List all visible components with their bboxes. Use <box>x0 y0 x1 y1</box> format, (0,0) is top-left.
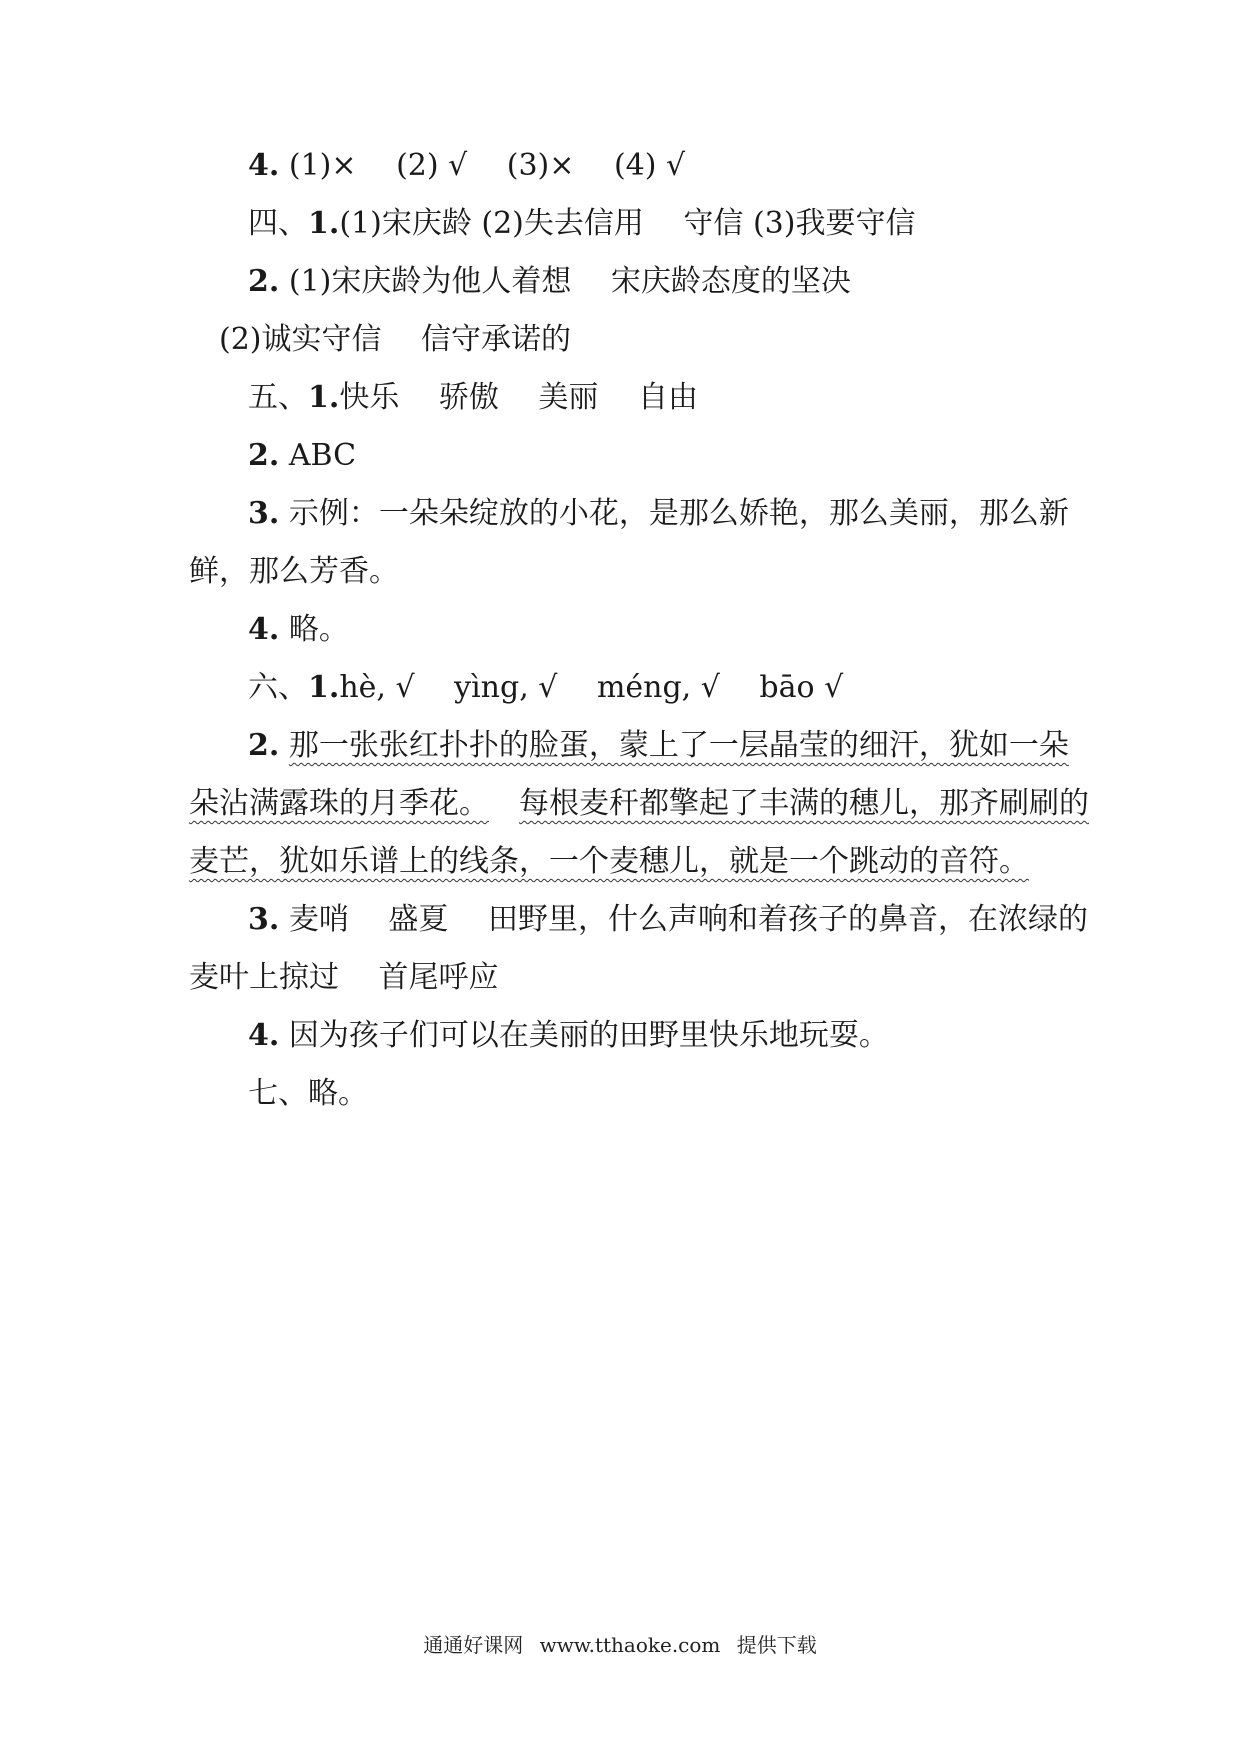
answer-text: 略。 <box>308 1076 368 1111</box>
underlined-sentence: 那一张张红扑扑的脸蛋，蒙上了一层晶莹的细汗，犹如一朵 <box>288 728 1069 763</box>
item-number: 2. <box>248 728 280 763</box>
item-number: 3. <box>248 496 280 531</box>
answer-line-2-underlined <box>248 726 1118 766</box>
answer-text: (2)失去信用 <box>481 206 644 241</box>
answer-line-3-continued <box>189 552 1059 592</box>
item-number: 1. <box>308 380 340 415</box>
item-number: 2. <box>248 438 280 473</box>
answer-text: 略。 <box>288 612 349 647</box>
item-number: 1. <box>308 670 340 705</box>
answer-line-3-continued <box>189 958 1059 998</box>
answer-line-2-underlined-end <box>189 842 1059 882</box>
answer-text: 盛夏 <box>388 902 449 937</box>
pinyin-answer: yìng, √ <box>454 670 558 705</box>
item-number: 4. <box>248 1018 280 1053</box>
answer-line-2 <box>248 262 1118 302</box>
pinyin-answer: méng, √ <box>596 670 720 705</box>
pinyin-answer: hè, √ <box>339 670 415 705</box>
section-label: 六、 <box>248 670 308 705</box>
answer-text: 因为孩子们可以在美丽的田野里快乐地玩耍。 <box>288 1018 889 1053</box>
underlined-sentence: 每根麦秆都擎起了丰满的穗儿，那齐刷刷的 <box>519 786 1089 821</box>
answer-text: (1)宋庆龄 <box>339 206 472 241</box>
answer-line-3-example <box>248 494 1118 534</box>
answer-line-2-sub <box>219 320 1089 360</box>
answer-text: 鲜，那么芳香。 <box>189 554 399 589</box>
answer-section-seven <box>248 1074 1118 1114</box>
answer-text: 美丽 <box>538 380 599 415</box>
answer-line-4-omitted <box>248 610 1118 650</box>
answer-text: 麦叶上掠过 <box>189 960 339 995</box>
item-number: 4. <box>248 612 280 647</box>
footer-note: 提供下载 <box>736 1633 817 1657</box>
page-footer <box>0 1632 1240 1658</box>
answer-text: (2) √ <box>396 148 468 183</box>
answer-text: (1)宋庆龄为他人着想 <box>288 264 572 299</box>
answer-text: (3)我要守信 <box>752 206 916 241</box>
answer-line-4-judgement <box>248 146 1118 186</box>
answer-line-2-choice <box>248 436 1118 476</box>
answer-text: 信守承诺的 <box>421 322 572 357</box>
answer-text: (1)× <box>288 148 357 183</box>
item-number: 2. <box>248 264 280 299</box>
answer-text: (4) √ <box>613 148 686 183</box>
answer-line-2-underlined-continued <box>189 784 1089 824</box>
answer-text: 麦哨 <box>288 902 349 937</box>
answer-text: 示例：一朵朵绽放的小花，是那么娇艳，那么美丽，那么新 <box>288 496 1069 531</box>
answer-text: 宋庆龄态度的坚决 <box>610 264 851 299</box>
answer-text: 守信 <box>683 206 744 241</box>
item-number: 3. <box>248 902 280 937</box>
underlined-sentence: 麦芒，犹如乐谱上的线条，一个麦穗儿，就是一个跳动的音符。 <box>189 844 1029 879</box>
answer-text: 快乐 <box>339 380 400 415</box>
section-label: 四、 <box>248 206 308 241</box>
answer-text: 首尾呼应 <box>378 960 499 995</box>
answer-text: (2)诚实守信 <box>219 322 382 357</box>
answer-section-six <box>248 668 1118 708</box>
answer-section-four <box>248 204 1118 244</box>
answer-text: ABC <box>288 438 357 473</box>
pinyin-answer: bāo √ <box>759 670 844 705</box>
answer-section-five <box>248 378 1118 418</box>
answer-line-4 <box>248 1016 1118 1056</box>
section-label: 七、 <box>248 1076 308 1111</box>
answer-text: (3)× <box>506 148 575 183</box>
answer-text: 自由 <box>637 380 698 415</box>
section-label: 五、 <box>248 380 308 415</box>
answer-line-3 <box>248 900 1118 940</box>
item-number: 1. <box>308 206 340 241</box>
footer-url: www.tthaoke.com <box>539 1633 721 1657</box>
footer-site-name: 通通好课网 <box>423 1633 524 1657</box>
answer-text: 田野里，什么声响和着孩子的鼻音，在浓绿的 <box>487 902 1088 937</box>
underlined-sentence: 朵沾满露珠的月季花。 <box>189 786 489 821</box>
item-number: 4. <box>248 148 280 183</box>
answer-text: 骄傲 <box>438 380 499 415</box>
